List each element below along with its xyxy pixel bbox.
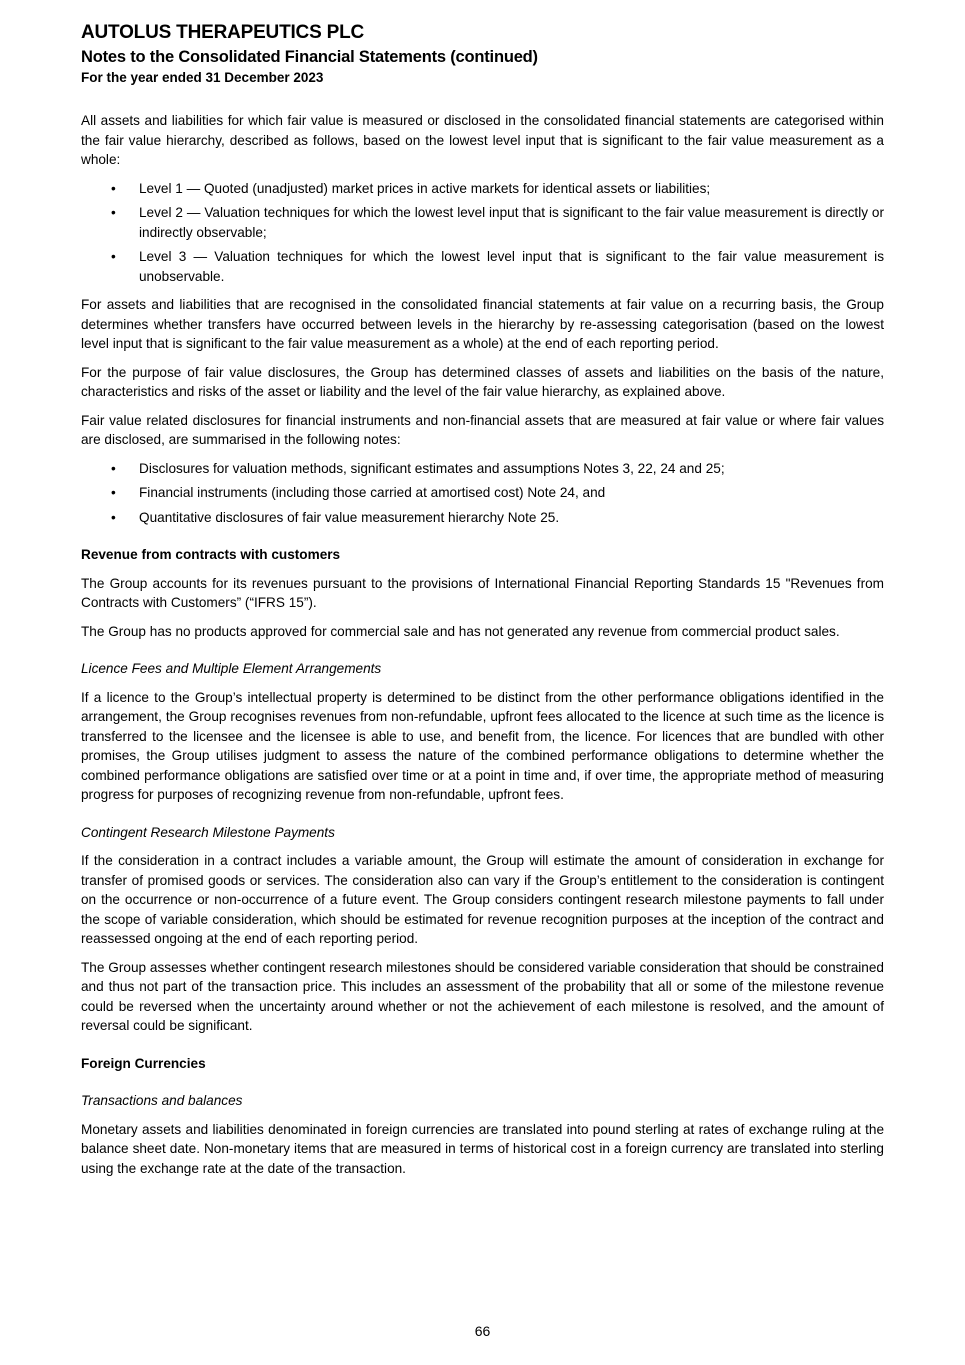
section-heading-revenue: Revenue from contracts with customers bbox=[81, 547, 341, 562]
company-name: AUTOLUS THERAPEUTICS PLC bbox=[81, 22, 365, 43]
subheading-licence-fees: Licence Fees and Multiple Element Arrangements bbox=[81, 661, 382, 676]
bullet-icon: • bbox=[111, 249, 116, 264]
page-number: 66 bbox=[474, 1323, 491, 1339]
list-item: • Level 3 — Valuation techniques for which the lowest level input that is significant to the fair value measurement is unobservable. bbox=[111, 249, 884, 284]
period-subtitle: For the year ended 31 December 2023 bbox=[81, 70, 324, 85]
list-item: • Level 1 — Quoted (unadjusted) market prices in active markets for identical assets or liabilities; bbox=[81, 179, 884, 199]
list-item: • Level 2 — Valuation techniques for which the lowest level input that is significant to the fair value measurement is directly or indirectly observable; bbox=[111, 205, 884, 240]
paragraph-licence: If a licence to the Group’s intellectual property is determined to be distinct from the other performance obligations identified in the arrangement, the Group recognises revenues from non-refundable, upfront fees allocated to the licence at such time as the licence is transferred to the licensee and the licensee is able to use, and benefit from, the licence. For licences that are bundled with other promises, the Group utilises judgment to assess the nature of the combined performance obligations to determine whether the combined performance obligations are satisfied over time or at a point in time and, if over time, the appropriate method of measuring progress for purposes of recognizing revenue from non-refundable, upfront fees. bbox=[81, 689, 884, 802]
bullet-icon: • bbox=[111, 460, 116, 476]
list-item: • Disclosures for valuation methods, significant estimates and assumptions Notes 3, 22, 24 and 25; bbox=[81, 459, 884, 479]
section-heading-foreign-currencies: Foreign Currencies bbox=[81, 1055, 206, 1071]
paragraph-ifrs15: The Group accounts for its revenues pursuant to the provisions of International Financial Reporting Standards 15 "Revenues from Contracts with Customers” (“IFRS 15”). bbox=[81, 575, 884, 610]
notes-list bbox=[81, 459, 884, 528]
bullet-icon: • bbox=[111, 180, 116, 196]
paragraph-disclosure-classes: For the purpose of fair value disclosures, the Group has determined classes of assets and liabilities on the basis of the nature, characteristics and risks of the asset or liability and the level of the fair value hierarchy, as explained above. bbox=[81, 364, 884, 399]
document-title: Notes to the Consolidated Financial Statements (continued) bbox=[81, 48, 538, 66]
bullet-icon: • bbox=[111, 485, 116, 500]
list-item: • Quantitative disclosures of fair value measurement hierarchy Note 25. bbox=[81, 508, 884, 528]
paragraph-no-products: The Group has no products approved for commercial sale and has not generated any revenue from commercial product sales. bbox=[81, 623, 840, 639]
paragraph-recurring-basis: For assets and liabilities that are recognised in the consolidated financial statements at fair value on a recurring basis, the Group determines whether transfers have occurred between levels in the hierarchy by re-assessing categorisation (based on the lowest level input that is significant to the fair value measurement as a whole) at the end of each reporting period. bbox=[81, 297, 884, 351]
bullet-icon: • bbox=[111, 205, 116, 220]
paragraph-variable-consideration: If the consideration in a contract includes a variable amount, the Group will estimate the amount of consideration in exchange for transfer of promised goods or services. The consideration also can vary if the Group’s entitlement to the consideration is contingent on the occurrence or non-occurrence of a future event. The Group considers contingent research milestone payments to fall under the scope of variable consideration, which should be estimated for revenue recognition purposes at the inception of the contract and reassessed ongoing at the end of each reporting period. bbox=[81, 853, 884, 946]
paragraph-constrained-milestones: The Group assesses whether contingent research milestones should be considered variable consideration that should be constrained and thus not part of the transaction price. This includes an assessment of the probability that all or some of the milestone revenue could be reversed when the uncertainty around whether or not the achievement of each milestone is resolved, and the amount of reversal could be significant. bbox=[81, 959, 884, 1033]
subheading-transactions: Transactions and balances bbox=[81, 1093, 243, 1108]
document-body bbox=[81, 111, 884, 1178]
subheading-milestones: Contingent Research Milestone Payments bbox=[81, 824, 335, 840]
paragraph-monetary-assets: Monetary assets and liabilities denominated in foreign currencies are translated into pound sterling at rates of exchange ruling at the balance sheet date. Non-monetary items that are measured in terms of historical cost in a foreign currency are translated into sterling using the exchange rate at the date of the transaction. bbox=[81, 1121, 884, 1176]
document-page bbox=[81, 22, 884, 1187]
list-item: • Financial instruments (including those carried at amortised cost) Note 24, and bbox=[81, 483, 884, 503]
bullet-icon: • bbox=[111, 509, 116, 525]
paragraph-related-disclosures: Fair value related disclosures for financial instruments and non-financial assets that are measured at fair value or where fair values are disclosed, are summarised in the following notes: bbox=[81, 412, 884, 447]
fair-value-levels-list bbox=[81, 179, 884, 287]
paragraph-fair-value-hierarchy: All assets and liabilities for which fair value is measured or disclosed in the consolidated financial statements are categorised within the fair value hierarchy, described as follows, based on the lowest level input that is significant to the fair value measurement as a whole: bbox=[81, 113, 884, 167]
